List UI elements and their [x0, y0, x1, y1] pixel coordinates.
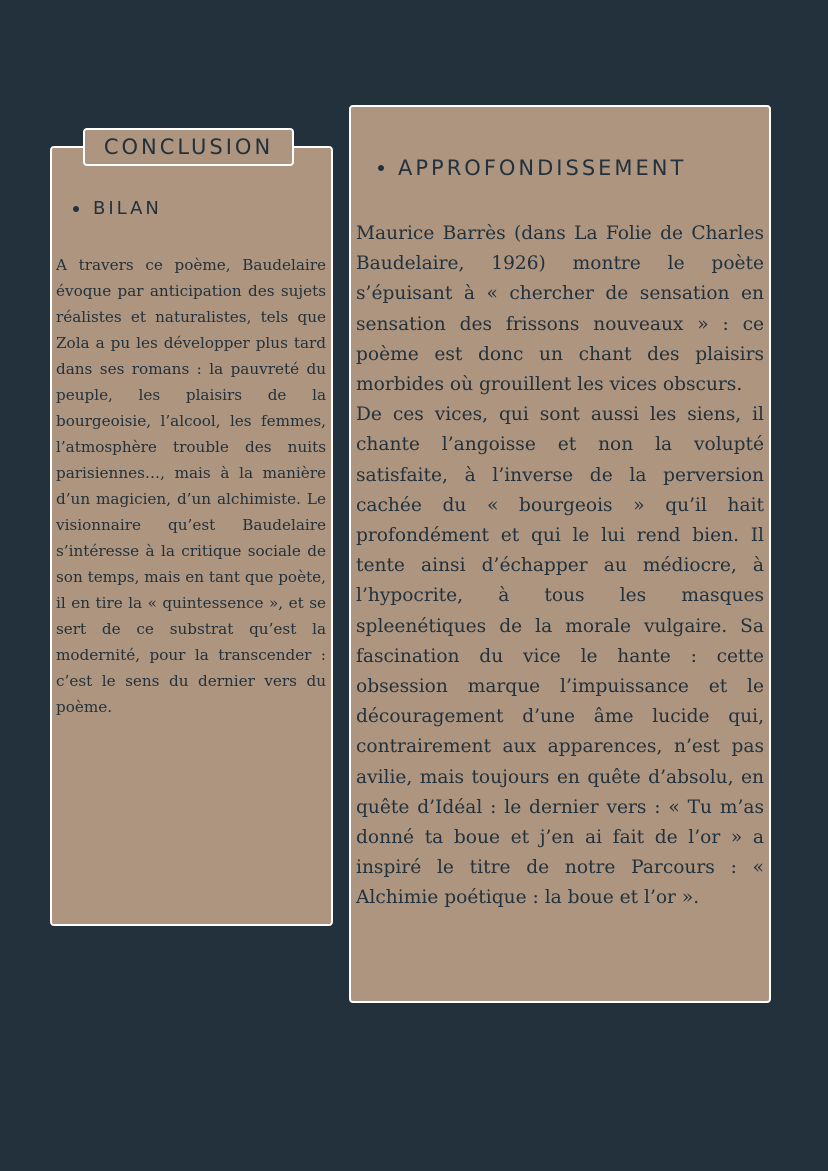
bullet-icon: [378, 165, 384, 171]
bilan-paragraph: A travers ce poème, Baudelaire évoque par anticipation des sujets réalistes et naturalistes, tels que Zola a pu les développer plus tard dans ses romans : la pauvreté du peuple, les plaisirs de la bourgeoisie, l’alcool, les femmes, l’atmosphère trouble des nuits parisiennes…, mais à la manière d’un magicien, d’un alchimiste. Le visionnaire qu’est Baudelaire s’intéresse à la critique sociale de son temps, mais en tant que poète, il en tire la « quintessence », et se sert de ce substrat qu’est la modernité, pour la transcender : c’est le sens du dernier vers du poème.: [56, 256, 326, 716]
approfondissement-heading-text: APPROFONDISSEMENT: [398, 156, 687, 180]
bilan-heading: [73, 198, 162, 219]
bullet-icon: [73, 206, 79, 212]
approfondissement-paragraph-2: De ces vices, qui sont aussi les siens, il chante l’angoisse et non la volupté satisfaite, à l’inverse de la perversion cachée du « bourgeois » qu’il hait profondément et qui le lui rend bien. Il tente ainsi d’échapper au médiocre, à l’hypocrite, à tous les masques spleenétiques de la morale vulgaire. Sa fascination du vice le hante : cette obsession marque l’impuissance et le découragement d’une âme lucide qui, contrairement aux apparences, n’est pas avilie, mais toujours en quête d’absolu, en quête d’Idéal : le dernier vers : « Tu m’as donné ta boue et j’en ai fait de l’or » a inspiré le titre de notre Parcours : « Alchimie poétique : la boue et l’or ».: [356, 404, 764, 909]
approfondissement-body: [356, 219, 764, 914]
conclusion-tab-label: CONCLUSION: [83, 128, 294, 166]
bilan-heading-text: BILAN: [93, 198, 162, 219]
approfondissement-heading: [378, 156, 686, 180]
approfondissement-paragraph-1: Maurice Barrès (dans La Folie de Charles Baudelaire, 1926) montre le poète s’épuisant à « chercher de sensation en sensation des frissons nouveaux » : ce poème est donc un chant des plaisirs morbides où grouillent les vices obscurs.: [356, 223, 764, 396]
